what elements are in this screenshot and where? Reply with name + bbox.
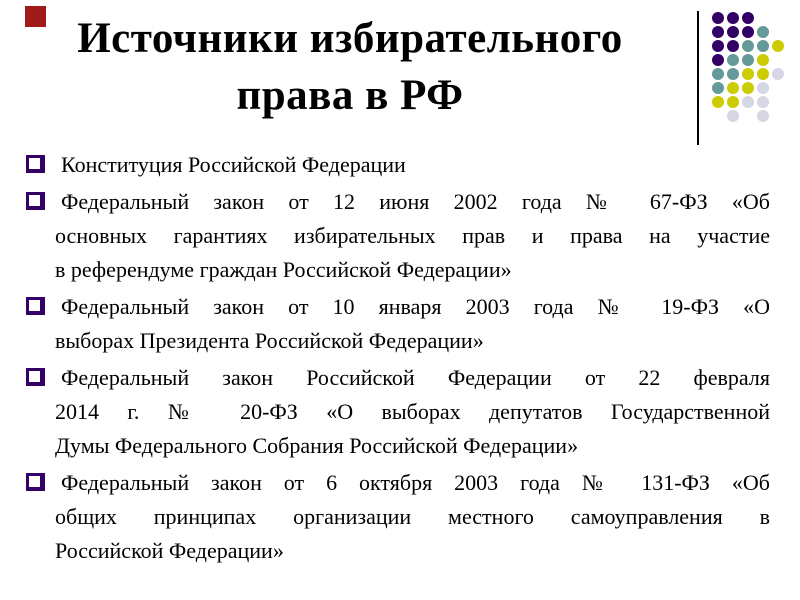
dot-icon — [727, 54, 739, 66]
dot-icon — [742, 26, 754, 38]
dot-icon — [757, 54, 769, 66]
dot-icon — [727, 12, 739, 24]
dot-icon — [742, 96, 754, 108]
dot-icon — [742, 68, 754, 80]
dot-icon — [742, 12, 754, 24]
bullet-line: Федеральный закон от 10 января 2003 года № 19-ФЗ «О — [61, 294, 770, 319]
bullet-square-icon — [26, 297, 45, 315]
list-item — [25, 148, 770, 182]
bullet-line: Федеральный закон от 12 июня 2002 года № 67-ФЗ «Об — [61, 189, 770, 214]
bullet-line: Российской Федерации» — [55, 538, 284, 563]
title-line-1: Источники избирательного — [77, 15, 623, 62]
bullet-line: в референдуме граждан Российской Федерации» — [55, 257, 512, 282]
dot-icon — [757, 40, 769, 52]
dot-icon — [742, 40, 754, 52]
dot-icon — [727, 96, 739, 108]
dot-row — [712, 110, 784, 122]
dot-icon — [712, 40, 724, 52]
dot-icon — [727, 26, 739, 38]
bullet-line: Федеральный закон от 6 октября 2003 года № 131-ФЗ «Об — [61, 470, 770, 495]
dot-icon — [727, 82, 739, 94]
dot-icon — [712, 68, 724, 80]
dot-icon — [712, 12, 724, 24]
vertical-divider-line — [697, 11, 699, 145]
title-line-2: права в РФ — [236, 72, 464, 119]
dot-icon — [757, 68, 769, 80]
dot-icon — [712, 82, 724, 94]
list-item — [25, 466, 770, 568]
bullet-line: Конституция Российской Федерации — [61, 152, 406, 177]
dot-icon — [742, 82, 754, 94]
dot-icon — [727, 68, 739, 80]
dot-row — [712, 12, 784, 24]
bullet-square-icon — [26, 473, 45, 491]
dot-icon — [727, 40, 739, 52]
dot-icon — [772, 40, 784, 52]
list-item — [25, 361, 770, 463]
dot-icon — [712, 26, 724, 38]
bullet-line: Федеральный закон Российской Федерации от 22 февраля — [61, 365, 770, 390]
dot-icon — [757, 110, 769, 122]
dot-icon — [757, 26, 769, 38]
bullet-line: Думы Федерального Собрания Российской Федерации» — [55, 433, 579, 458]
dot-icon — [727, 110, 739, 122]
dot-icon — [757, 82, 769, 94]
dot-row — [712, 68, 784, 80]
bullet-square-icon — [26, 155, 45, 173]
dots-grid — [712, 12, 784, 124]
dot-row — [712, 82, 784, 94]
slide-title — [0, 10, 700, 124]
dot-icon — [772, 68, 784, 80]
bullet-line: выборах Президента Российской Федерации» — [55, 328, 484, 353]
dot-icon — [757, 96, 769, 108]
list-item — [25, 290, 770, 358]
bullet-square-icon — [26, 192, 45, 210]
dot-icon — [742, 54, 754, 66]
dot-row — [712, 96, 784, 108]
bullet-line: общих принципах организации местного самоуправления в — [55, 504, 770, 529]
bullet-square-icon — [26, 368, 45, 386]
dot-row — [712, 54, 784, 66]
bullet-line: основных гарантиях избирательных прав и права на участие — [55, 223, 770, 248]
dot-row — [712, 26, 784, 38]
list-item — [25, 185, 770, 287]
bullet-list — [25, 148, 770, 571]
dot-row — [712, 40, 784, 52]
dot-icon — [712, 96, 724, 108]
dot-icon — [712, 54, 724, 66]
bullet-line: 2014 г. № 20-ФЗ «О выборах депутатов Государственной — [55, 399, 770, 424]
